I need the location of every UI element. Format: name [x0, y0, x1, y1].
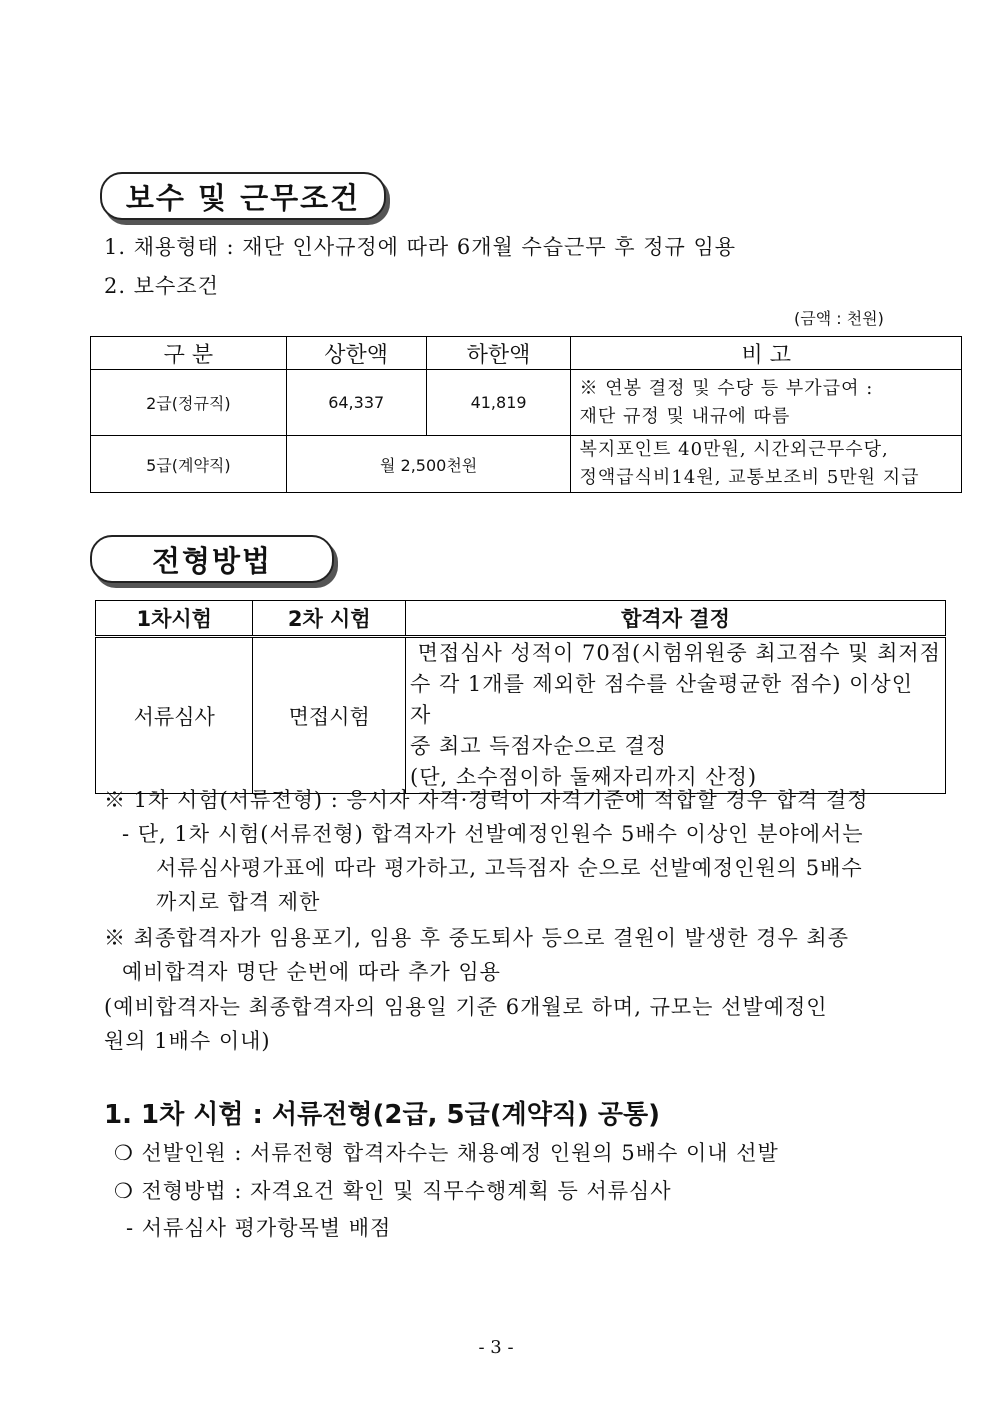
- header-second-exam: 2차 시험: [253, 601, 406, 637]
- amount-unit: (금액 : 천원): [794, 309, 884, 328]
- header-category: 구 분: [91, 337, 287, 370]
- selection-table-header: [96, 601, 946, 637]
- desc-line: (단, 소수점이하 둘째자리까지 산정): [410, 765, 758, 789]
- note-cell: [571, 436, 962, 493]
- note-line: 원의 1배수 이내): [104, 1029, 271, 1053]
- table-row: [91, 436, 962, 493]
- header-note: 비 고: [571, 337, 962, 370]
- note-line: 재단 규정 및 내규에 따름: [579, 405, 791, 427]
- note-line: (예비합격자는 최종합격자의 임용일 기준 6개월로 하며, 규모는 선발예정인: [104, 995, 828, 1019]
- note-line: ※ 최종합격자가 임용포기, 임용 후 중도퇴사 등으로 결원이 발생한 경우 최종: [104, 926, 850, 950]
- salary-table-header: [91, 337, 962, 370]
- note-line: - 단, 1차 시험(서류전형) 합격자가 선발예정인원수 5배수 이상인 분야에서는: [122, 822, 864, 846]
- note-line: 서류심사평가표에 따라 평가하고, 고득점자 순으로 선발예정인원의 5배수: [156, 856, 863, 880]
- note-cell: [571, 370, 962, 436]
- section-title-salary: 보수 및 근무조건: [100, 172, 386, 220]
- bullet-line: - 서류심사 평가항목별 배점: [126, 1216, 392, 1240]
- grade-cell: 5급(계약직): [91, 436, 287, 493]
- note-line: 까지로 합격 제한: [156, 890, 321, 914]
- header-lower: 하한액: [426, 337, 571, 370]
- bullet-line: ❍ 전형방법 : 자격요건 확인 및 직무수행계획 등 서류심사: [114, 1179, 672, 1203]
- note-line: 정액급식비14원, 교통보조비 5만원 지급: [579, 467, 920, 488]
- decision-cell: [406, 637, 946, 794]
- header-first-exam: 1차시험: [96, 601, 253, 637]
- first-exam-cell: 서류심사: [96, 637, 253, 794]
- employment-type-line: 1. 채용형태 : 재단 인사규정에 따라 6개월 수습근무 후 정규 임용: [104, 235, 737, 259]
- second-exam-cell: 면접시험: [253, 637, 406, 794]
- desc-line: 중 최고 득점자순으로 결정: [410, 734, 668, 758]
- header-upper: 상한액: [286, 337, 426, 370]
- table-row: [91, 370, 962, 436]
- table-row: [96, 637, 946, 794]
- note-line: 복지포인트 40만원, 시간외근무수당,: [579, 439, 889, 460]
- desc-line: 면접심사 성적이 70점(시험위원중 최고점수 및 최저점: [410, 641, 941, 665]
- grade-cell: 2급(정규직): [91, 370, 287, 436]
- bullet-line: ❍ 선발인원 : 서류전형 합격자수는 채용예정 인원의 5배수 이내 선발: [114, 1141, 779, 1165]
- note-line: ※ 1차 시험(서류전형) : 응시자 자격·경력이 자격기준에 적합할 경우 합격 결정: [104, 788, 869, 812]
- salary-conditions-line: 2. 보수조건: [104, 274, 219, 298]
- desc-line: 수 각 1개를 제외한 점수를 산술평균한 점수) 이상인 자: [410, 672, 913, 727]
- lower-amount-cell: 41,819: [426, 370, 571, 436]
- note-line: 예비합격자 명단 순번에 따라 추가 임용: [122, 960, 501, 984]
- page-number: - 3 -: [478, 1337, 514, 1358]
- monthly-amount-cell: 월 2,500천원: [286, 436, 571, 493]
- section-title-selection: 전형방법: [90, 535, 334, 583]
- upper-amount-cell: 64,337: [286, 370, 426, 436]
- header-decision: 합격자 결정: [406, 601, 946, 637]
- first-exam-heading: 1. 1차 시험 : 서류전형(2급, 5급(계약직) 공통): [104, 1100, 660, 1130]
- selection-table: [95, 600, 946, 794]
- salary-table: [90, 336, 962, 493]
- note-line: ※ 연봉 결정 및 수당 등 부가급여 :: [579, 377, 874, 399]
